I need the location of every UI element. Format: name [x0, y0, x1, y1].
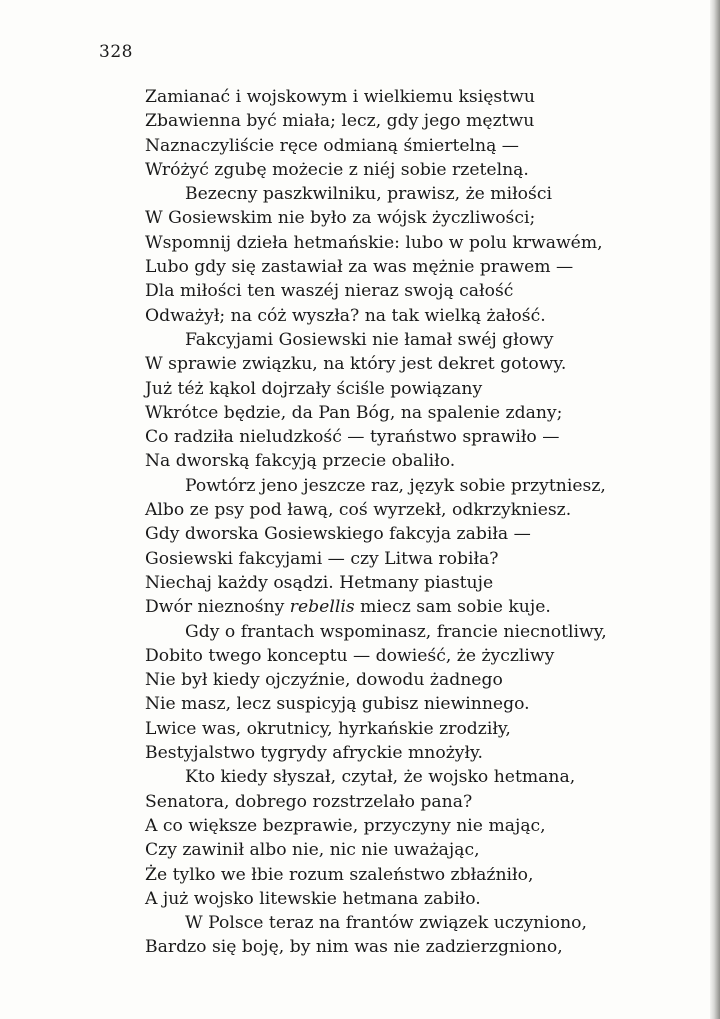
poem-line: Już téż kąkol dojrzały ściśle powiązany	[145, 378, 483, 399]
italic-word: rebellis	[289, 597, 355, 618]
poem-line: Dwór nieznośny rebellis miecz sam sobie kuje.	[145, 597, 551, 618]
poem-line: Nie masz, lecz suspicyją gubisz niewinnego.	[145, 694, 530, 715]
poem-line: Fakcyjami Gosiewski nie łamał swéj głowy	[185, 329, 554, 350]
poem-line: Wkrótce będzie, da Pan Bóg, na spalenie zdany;	[145, 402, 563, 423]
poem-line: W Polsce teraz na frantów związek uczyniono,	[185, 913, 587, 934]
poem-line: W Gosiewskim nie było za wójsk życzliwości;	[145, 208, 536, 229]
poem-line: Czy zawinił albo nie, nic nie uważając,	[145, 840, 480, 861]
poem-line: Powtórz jeno jeszcze raz, język sobie przytniesz,	[185, 475, 606, 496]
poem-line: Lubo gdy się zastawiał za was mężnie prawem —	[145, 257, 574, 278]
poem-line: A co większe bezprawie, przyczyny nie mając,	[145, 815, 546, 836]
poem-line: Wróżyć zgubę możecie z niéj sobie rzetelną.	[145, 159, 529, 180]
poem-line: Zbawienna być miała; lecz, gdy jego męztwu	[145, 111, 535, 132]
poem-line: Gdy o frantach wspominasz, francie niecnotliwy,	[185, 621, 607, 642]
poem-line: Dla miłości ten waszéj nieraz swoją całość	[145, 281, 514, 302]
poem-line: Niechaj każdy osądzi. Hetmany piastuje	[145, 572, 494, 593]
poem-line: Albo ze psy pod ławą, coś wyrzekł, odkrzykniesz.	[145, 500, 572, 521]
poem-line: Dobito twego konceptu — dowieść, że życzliwy	[145, 645, 555, 666]
poem-line: Bezecny paszkwilniku, prawisz, że miłości	[185, 184, 552, 205]
page-number: 328	[99, 42, 133, 62]
poem-text	[145, 85, 625, 960]
poem-line: W sprawie związku, na który jest dekret gotowy.	[145, 354, 567, 375]
poem-line: A już wojsko litewskie hetmana zabiło.	[145, 888, 481, 909]
poem-line: Gdy dworska Gosiewskiego fakcyja zabiła —	[145, 524, 531, 545]
poem-line: Gosiewski fakcyjami — czy Litwa robiła?	[145, 548, 499, 569]
poem-line: Na dworską fakcyją przecie obaliło.	[145, 451, 456, 472]
poem-line: Naznaczyliście ręce odmianą śmiertelną —	[145, 135, 519, 156]
poem-line: Że tylko we łbie rozum szaleństwo zbłaźniło,	[145, 864, 534, 885]
poem-line: Nie był kiedy ojczyźnie, dowodu żadnego	[145, 670, 503, 691]
poem-line: Zamianać i wojskowym i wielkiemu księstwu	[145, 87, 535, 107]
poem-line: Senatora, dobrego rozstrzelało pana?	[145, 791, 473, 812]
poem-line: Kto kiedy słyszał, czytał, że wojsko hetmana,	[185, 767, 576, 788]
poem-line: Wspomnij dzieła hetmańskie: lubo w polu krwawém,	[145, 232, 603, 253]
poem-line: Odważył; na cóż wyszła? na tak wielką żałość.	[145, 305, 546, 326]
page-edge-shadow	[710, 0, 720, 1019]
poem-line: Co radziła nieludzkość — tyraństwo sprawiło —	[145, 427, 560, 448]
poem-line: Lwice was, okrutnicy, hyrkańskie zrodziły,	[145, 718, 511, 739]
poem-line: Bestyjalstwo tygrydy afryckie mnożyły.	[145, 743, 483, 764]
poem-line: Bardzo się boję, by nim was nie zadzierzgniono,	[145, 937, 563, 958]
